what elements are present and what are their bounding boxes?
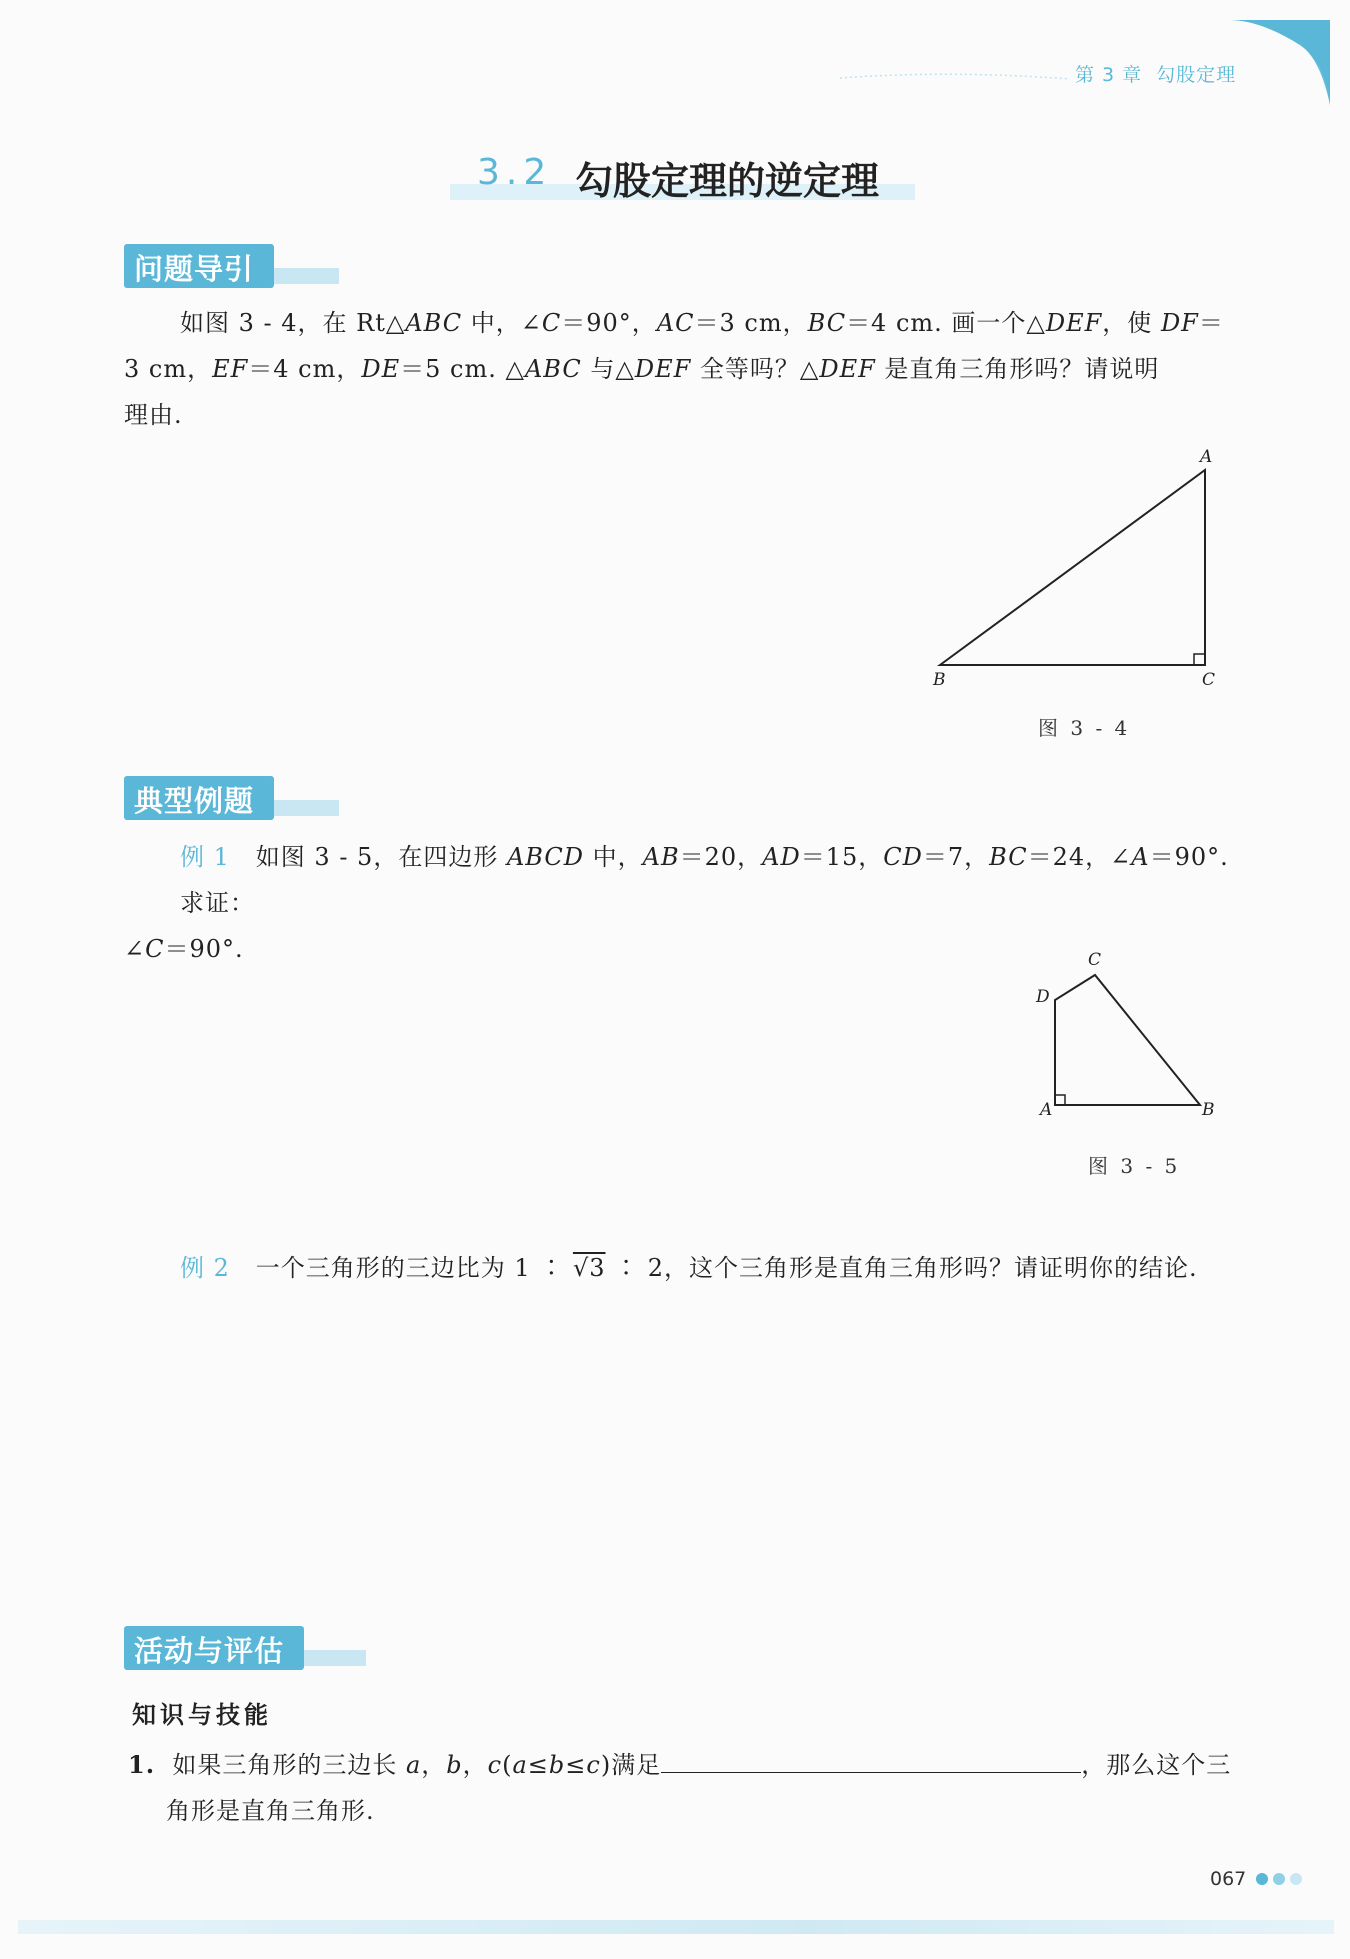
var: ABCD [506,843,584,871]
tab-label: 问题导引 [134,252,255,286]
header-decoration [1200,0,1350,110]
text: 一个三角形的三边比为 1 ∶ [255,1254,573,1282]
var: CD [883,843,923,871]
text: 理由. [124,401,183,429]
var: DEF [634,355,692,383]
var: C [541,309,562,337]
figure-3-5 [1030,945,1230,1125]
text: ∶ 2，这个三角形是直角三角形吗？请证明你的结论. [605,1254,1198,1282]
text: 如图 3 - 5，在四边形 [255,843,507,871]
label-c: C [1202,670,1216,690]
text: ， [462,1751,488,1779]
var: ABC [524,355,582,383]
var: ABC [405,309,463,337]
example-2-label: 例 2 [180,1254,230,1282]
text: ＝90°. 求证： [180,843,1229,917]
text: ( [502,1751,513,1779]
example-2 [180,1245,1260,1291]
page-dot [1256,1873,1268,1885]
text: ，使 [1102,309,1161,337]
var: c [487,1751,503,1779]
answer-blank[interactable] [661,1748,1081,1773]
text: ＝4 cm. 画一个△ [846,309,1046,337]
text: ＝90°， [561,309,657,337]
chapter-header [1075,60,1250,87]
page-dot [1290,1873,1302,1885]
text: ＝7， [922,843,990,871]
text: ＝ [1198,309,1224,337]
tab-guide [124,244,339,288]
label-a: A [1040,1100,1053,1120]
label-a: A [1200,447,1213,467]
var: a [405,1751,422,1779]
text: 如果三角形的三边长 [172,1751,406,1779]
text: 与△ [581,355,635,383]
guide-line-3 [124,392,1244,438]
text: ， [421,1751,447,1779]
text: ＝3 cm， [694,309,808,337]
section-number: 3.2 [477,152,553,193]
label-b: B [933,670,946,690]
text: )满足 [600,1751,662,1779]
question-1-line-2: 角形是直角三角形. [166,1797,375,1825]
text: 中， [584,843,643,871]
label-c: C [1088,950,1102,970]
section-title: 勾股定理的逆定理 [575,159,880,203]
var: AD [762,843,801,871]
var: b [446,1751,463,1779]
tab-examples [124,776,339,820]
var: DEF [1045,309,1103,337]
var: A [1131,843,1150,871]
text: ＝5 cm. △ [400,355,525,383]
guide-paragraph [124,300,1244,438]
var: AC [656,309,695,337]
figure-3-4-caption: 图 3 - 4 [1038,716,1131,740]
page-dot [1273,1873,1285,1885]
text: ∠ [124,935,146,963]
guide-line-1 [124,300,1244,346]
label-d: D [1036,987,1050,1007]
example-1-label: 例 1 [180,843,230,871]
var: C [145,935,165,963]
var: BC [989,843,1028,871]
bottom-band [18,1920,1334,1934]
sqrt: √3 [572,1254,606,1282]
text: ＝24，∠ [1027,843,1132,871]
text: ＝15， [800,843,884,871]
example-1-line-1 [124,834,1254,926]
quadrilateral-abcd [1055,975,1200,1105]
question-number: 1. [128,1750,156,1779]
var: EF [212,355,249,383]
tab-label: 活动与评估 [134,1634,285,1668]
right-angle-mark [1055,1095,1065,1105]
question-1 [128,1742,1258,1834]
subheading: 知识与技能 [132,1701,272,1729]
var: BC [807,309,847,337]
var: DF [1160,309,1199,337]
var: DEF [819,355,876,383]
text: 是直角三角形吗？请说明 [875,355,1160,383]
label-b: B [1202,1100,1215,1120]
tab-label: 典型例题 [134,784,255,818]
page-number: 067 [1210,1868,1247,1890]
text: 3 cm， [124,355,213,383]
right-angle-mark [1194,654,1205,665]
question-1-line-1 [128,1742,1258,1788]
var: a≤b≤c [512,1751,601,1779]
text: 如图 3 - 4，在 Rt△ [180,309,406,337]
text: ＝90°. [164,935,244,963]
text: 全等吗？△ [691,355,820,383]
chapter-number: 第 3 章 [1075,64,1143,86]
figure-3-4 [920,440,1230,690]
header-dotted-line [840,73,1070,83]
var: DE [361,355,401,383]
tab-activity [124,1626,366,1670]
text: ＝20， [679,843,763,871]
text: ，那么这个三 [1081,1751,1232,1779]
chapter-title: 勾股定理 [1156,64,1237,86]
figure-3-5-caption: 图 3 - 5 [1088,1154,1181,1178]
guide-line-2 [124,346,1244,392]
text: 中，∠ [462,309,542,337]
triangle-abc [940,470,1205,665]
text: ＝4 cm， [248,355,362,383]
var: AB [642,843,680,871]
